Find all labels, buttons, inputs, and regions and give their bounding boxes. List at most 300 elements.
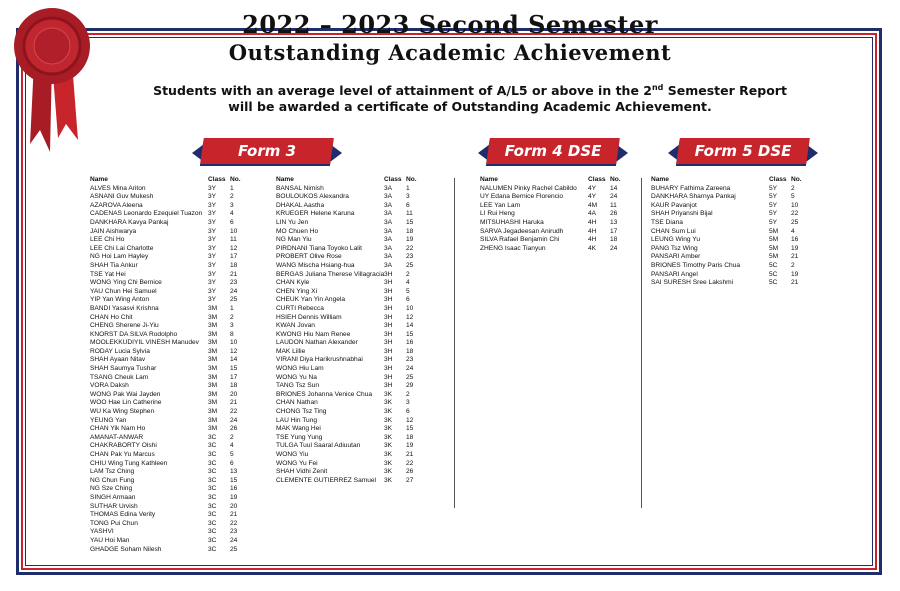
list-item — [90, 468, 250, 477]
student-class: 3A — [384, 261, 393, 269]
student-class: 5Y — [769, 210, 778, 218]
list-item — [276, 219, 426, 228]
student-name: SUTHAR Urvish — [90, 502, 138, 510]
student-name: MOOLEKKUDIYIL VINESH Manudev — [90, 339, 199, 347]
header-class: Class — [588, 176, 606, 183]
student-number: 12 — [406, 416, 414, 424]
student-name: LIN Yu Jen — [276, 218, 309, 226]
student-name: YAU Chun Hei Samuel — [90, 287, 157, 295]
student-number: 12 — [406, 313, 414, 321]
student-name: DANKHARA Kavya Pankaj — [90, 218, 169, 226]
student-number: 3 — [230, 322, 234, 330]
student-class: 3Y — [208, 236, 217, 244]
student-number: 4 — [230, 442, 234, 450]
student-class: 3M — [208, 356, 218, 364]
student-name: SARVA Jegadeesan Anirudh — [480, 227, 564, 235]
list-item — [276, 460, 426, 469]
student-class: 3M — [208, 399, 218, 407]
student-class: 3Y — [208, 261, 217, 269]
student-number: 16 — [791, 236, 799, 244]
list-item — [90, 546, 250, 555]
student-class: 3M — [208, 425, 218, 433]
student-class: 3Y — [208, 218, 217, 226]
student-class: 5C — [769, 279, 778, 287]
student-class: 5Y — [769, 218, 778, 226]
header-name: Name — [276, 176, 294, 183]
student-number: 23 — [406, 253, 414, 261]
student-class: 3H — [384, 382, 393, 390]
student-number: 23 — [230, 528, 238, 536]
list-item — [276, 193, 426, 202]
student-number: 21 — [230, 270, 238, 278]
student-name: LEE Yan Lam — [480, 201, 521, 209]
list-item — [480, 245, 630, 254]
student-number: 21 — [791, 279, 799, 287]
student-number: 26 — [230, 425, 238, 433]
student-class: 3A — [384, 184, 393, 192]
header-no: No. — [230, 176, 241, 183]
student-class: 3H — [384, 287, 393, 295]
list-item — [276, 348, 426, 357]
student-class: 3Y — [208, 270, 217, 278]
student-name: LEUNG Wing Yu — [651, 236, 700, 244]
student-class: 3K — [384, 468, 393, 476]
list-item — [276, 442, 426, 451]
student-number: 12 — [230, 244, 238, 252]
student-class: 3A — [384, 218, 393, 226]
student-number: 15 — [406, 425, 414, 433]
student-number: 24 — [610, 193, 618, 201]
student-number: 6 — [406, 296, 410, 304]
subtitle-line1-pre: Students with an average level of attainment of A/L5 or above in the 2 — [153, 83, 652, 99]
list-item — [276, 417, 426, 426]
header-no: No. — [610, 176, 621, 183]
list-item — [276, 468, 426, 477]
banner-form3 — [192, 138, 342, 166]
list-item — [276, 253, 426, 262]
subtitle-line2: will be awarded a certificate of Outstanding Academic Achievement. — [228, 99, 712, 115]
student-class: 3H — [384, 339, 393, 347]
student-name: SINGH Armaan — [90, 493, 136, 501]
student-class: 3M — [208, 408, 218, 416]
student-class: 3M — [208, 416, 218, 424]
student-class: 5C — [769, 261, 778, 269]
student-number: 16 — [406, 339, 414, 347]
student-number: 29 — [406, 382, 414, 390]
list-item — [90, 339, 250, 348]
list-item — [90, 305, 250, 314]
student-class: 3H — [384, 279, 393, 287]
list-item — [90, 348, 250, 357]
student-name: CHEN Ying Xi — [276, 287, 318, 295]
student-name: PANSARI Amber — [651, 253, 701, 261]
list-item — [90, 494, 250, 503]
student-class: 3H — [384, 356, 393, 364]
list-item — [90, 460, 250, 469]
student-name: LI Rui Heng — [480, 210, 515, 218]
list-item — [480, 193, 630, 202]
student-class: 3H — [384, 373, 393, 381]
table-header-row — [90, 176, 250, 185]
student-name: THOMAS Edina Verity — [90, 511, 156, 519]
student-number: 15 — [406, 218, 414, 226]
student-class: 5C — [769, 270, 778, 278]
table-header-row — [651, 176, 811, 185]
header-no: No. — [406, 176, 417, 183]
student-number: 3 — [230, 201, 234, 209]
list-item — [276, 236, 426, 245]
student-name: HSIEH Dennis William — [276, 313, 342, 321]
student-class: 5M — [769, 253, 779, 261]
student-number: 22 — [230, 408, 238, 416]
student-number: 22 — [791, 210, 799, 218]
list-item — [276, 288, 426, 297]
student-number: 18 — [406, 433, 414, 441]
student-class: 3M — [208, 330, 218, 338]
student-name: YASHVI — [90, 528, 114, 536]
student-number: 5 — [406, 287, 410, 295]
student-class: 4H — [588, 227, 597, 235]
student-name: BERGAS Juliana Therese Villagracia — [276, 270, 384, 278]
list-item — [276, 210, 426, 219]
student-number: 2 — [791, 184, 795, 192]
student-class: 3Y — [208, 201, 217, 209]
list-item — [90, 296, 250, 305]
student-number: 19 — [230, 493, 238, 501]
list-item — [90, 236, 250, 245]
list-item — [651, 262, 811, 271]
student-number: 20 — [230, 390, 238, 398]
student-name: PANG Tsz Wing — [651, 244, 698, 252]
student-name: CHAN Sum Lui — [651, 227, 696, 235]
list-item — [651, 245, 811, 254]
student-number: 23 — [230, 279, 238, 287]
list-item — [276, 296, 426, 305]
student-name: WONG Yu Fei — [276, 459, 318, 467]
list-item — [90, 314, 250, 323]
student-number: 4 — [230, 210, 234, 218]
student-class: 5M — [769, 244, 779, 252]
header-name: Name — [480, 176, 498, 183]
student-number: 3 — [406, 193, 410, 201]
student-name: MO Chuen Ho — [276, 227, 319, 235]
student-class: 3K — [384, 425, 393, 433]
table-header-row — [480, 176, 630, 185]
list-item — [480, 185, 630, 194]
list-item — [90, 391, 250, 400]
student-number: 24 — [230, 536, 238, 544]
student-name: KWAN Jovan — [276, 322, 315, 330]
wax-seal-ribbon-icon — [6, 2, 96, 152]
student-class: 3C — [208, 485, 217, 493]
student-class: 3M — [208, 365, 218, 373]
student-class: 3C — [208, 536, 217, 544]
student-name: CHAN Kyle — [276, 279, 310, 287]
list-item — [90, 331, 250, 340]
student-class: 3Y — [208, 193, 217, 201]
student-name: YAU Hoi Man — [90, 536, 130, 544]
student-class: 3C — [208, 476, 217, 484]
student-name: BOULOUKOS Alexandra — [276, 193, 349, 201]
list-item — [276, 365, 426, 374]
student-name: LEE Chi Ho — [90, 236, 125, 244]
student-class: 3H — [384, 270, 393, 278]
list-item — [276, 339, 426, 348]
student-name: CHEUK Yan Yin Angela — [276, 296, 346, 304]
student-name: GHADGE Soham Nilesh — [90, 545, 162, 553]
student-name: CHAN Nathan — [276, 399, 318, 407]
student-name: CHIU Wing Tung Kathleen — [90, 459, 168, 467]
student-name: MAK Lillie — [276, 347, 306, 355]
list-item — [90, 485, 250, 494]
student-name: MAK Wang Hei — [276, 425, 321, 433]
list-item — [480, 228, 630, 237]
banner-form5-label: Form 5 DSE — [694, 142, 792, 160]
student-name: BANSAL Nimish — [276, 184, 324, 192]
list-item — [276, 262, 426, 271]
student-name: ASNANI Guv Mukesh — [90, 193, 154, 201]
list-item — [90, 356, 250, 365]
list-item — [651, 253, 811, 262]
student-class: 5Y — [769, 184, 778, 192]
subtitle-sup: nd — [651, 83, 664, 92]
student-name: PANSARI Angel — [651, 270, 698, 278]
student-name: ZHENG Isaac Tianyun — [480, 244, 546, 252]
student-class: 3K — [384, 408, 393, 416]
list-item — [90, 537, 250, 546]
student-number: 24 — [406, 365, 414, 373]
list-item — [480, 219, 630, 228]
banner-form4 — [478, 138, 628, 166]
student-name: YIP Yan Wing Anton — [90, 296, 150, 304]
list-item — [276, 322, 426, 331]
page-title-line1: 2022 – 2023 Second Semester — [242, 10, 658, 39]
student-class: 3C — [208, 468, 217, 476]
student-number: 2 — [406, 270, 410, 278]
student-name: PROBERT Olive Rose — [276, 253, 342, 261]
student-class: 3C — [208, 519, 217, 527]
list-item — [651, 228, 811, 237]
list-item — [480, 202, 630, 211]
form3-list-1 — [90, 176, 250, 554]
student-name: CADENAS Leonardo Ezequiel Tuazon — [90, 210, 203, 218]
student-number: 11 — [610, 201, 617, 209]
student-class: 3K — [384, 442, 393, 450]
student-number: 13 — [610, 218, 618, 226]
student-name: UY Edana Bernice Florencio — [480, 193, 564, 201]
student-name: BRIONES Johanna Venice Chua — [276, 390, 373, 398]
student-class: 3K — [384, 399, 393, 407]
student-name: WONG Yiu — [276, 451, 309, 458]
list-item — [90, 262, 250, 271]
student-number: 1 — [406, 184, 410, 192]
list-item — [90, 185, 250, 194]
list-item — [651, 279, 811, 288]
list-item — [90, 528, 250, 537]
student-number: 21 — [406, 451, 414, 458]
list-item — [276, 202, 426, 211]
column-divider — [454, 178, 455, 508]
student-name: JAIN Aishwarya — [90, 227, 137, 235]
student-number: 11 — [230, 236, 237, 244]
student-class: 3Y — [208, 227, 217, 235]
student-number: 18 — [230, 261, 238, 269]
list-item — [276, 314, 426, 323]
student-class: 5Y — [769, 193, 778, 201]
form4-list — [480, 176, 630, 253]
student-class: 3C — [208, 493, 217, 501]
list-item — [651, 193, 811, 202]
student-number: 18 — [406, 347, 414, 355]
student-name: AMANAT-ANWAR — [90, 433, 144, 441]
student-name: KAUR Pavanjot — [651, 201, 697, 209]
list-item — [651, 210, 811, 219]
list-item — [276, 399, 426, 408]
column-divider — [641, 178, 642, 508]
student-number: 4 — [791, 227, 795, 235]
student-name: LEE Chi Lai Charlotte — [90, 244, 154, 252]
student-name: TSE Yat Hei — [90, 270, 126, 278]
student-name: SHAH Ayaan Nitav — [90, 356, 146, 364]
student-name: VORA Daksh — [90, 382, 129, 390]
list-item — [276, 305, 426, 314]
list-item — [90, 202, 250, 211]
student-name: SILVA Rafael Benjamin Chi — [480, 236, 560, 244]
list-item — [651, 236, 811, 245]
student-class: 3M — [208, 304, 218, 312]
student-class: 3H — [384, 313, 393, 321]
student-class: 3M — [208, 373, 218, 381]
student-class: 3A — [384, 244, 393, 252]
student-class: 5Y — [769, 201, 778, 209]
student-name: CHAN Yik Nam Ho — [90, 425, 146, 433]
student-class: 4A — [588, 210, 597, 218]
student-number: 25 — [230, 296, 238, 304]
student-class: 4H — [588, 218, 597, 226]
list-item — [276, 279, 426, 288]
list-item — [276, 374, 426, 383]
student-name: WONG Hiu Lam — [276, 365, 324, 373]
student-number: 24 — [610, 244, 618, 252]
student-name: CLEMENTE GUTIERREZ Samuel — [276, 476, 377, 484]
student-class: 3H — [384, 304, 393, 312]
list-item — [90, 382, 250, 391]
student-name: CHONG Tsz Ting — [276, 408, 327, 416]
student-class: 3Y — [208, 296, 217, 304]
student-name: SAI SURESH Sree Lakshmi — [651, 279, 734, 287]
student-number: 6 — [406, 201, 410, 209]
student-class: 3Y — [208, 244, 217, 252]
student-name: NG Man Yiu — [276, 236, 312, 244]
student-name: WOO Hae Lin Catherine — [90, 399, 162, 407]
table-header-row — [276, 176, 426, 185]
student-name: ALVES Mina Ariton — [90, 184, 146, 192]
student-number: 15 — [230, 365, 238, 373]
student-number: 2 — [791, 261, 795, 269]
student-number: 18 — [406, 227, 414, 235]
student-number: 6 — [230, 459, 234, 467]
student-name: SHAH Saumya Tushar — [90, 365, 157, 373]
student-number: 2 — [406, 390, 410, 398]
list-item — [480, 236, 630, 245]
list-item — [480, 210, 630, 219]
page-title-line2: Outstanding Academic Achievement — [150, 40, 750, 65]
list-item — [651, 219, 811, 228]
student-number: 12 — [230, 347, 238, 355]
list-item — [90, 425, 250, 434]
list-item — [90, 434, 250, 443]
student-name: TSANG Cheuk Lam — [90, 373, 149, 381]
student-name: BRIONES Timothy Paris Chua — [651, 261, 741, 269]
student-class: 3A — [384, 201, 393, 209]
list-item — [90, 253, 250, 262]
student-class: 3C — [208, 451, 217, 458]
list-item — [276, 356, 426, 365]
student-name: LAM Tsz Ching — [90, 468, 135, 476]
student-class: 3K — [384, 451, 393, 458]
student-number: 26 — [406, 468, 414, 476]
list-item — [276, 408, 426, 417]
student-class: 3K — [384, 416, 393, 424]
student-number: 10 — [230, 339, 238, 347]
student-number: 17 — [610, 227, 618, 235]
list-item — [651, 271, 811, 280]
student-number: 5 — [230, 451, 234, 458]
student-class: 3M — [208, 339, 218, 347]
student-number: 17 — [230, 373, 238, 381]
list-item — [276, 228, 426, 237]
student-number: 16 — [230, 485, 238, 493]
student-number: 8 — [230, 330, 234, 338]
student-number: 13 — [230, 468, 238, 476]
list-item — [276, 425, 426, 434]
student-name: VIRANI Diya Harikrushnabhai — [276, 356, 363, 364]
student-number: 2 — [230, 313, 234, 321]
student-number: 25 — [406, 373, 414, 381]
list-item — [276, 382, 426, 391]
header-class: Class — [769, 176, 787, 183]
student-class: 3H — [384, 322, 393, 330]
student-number: 10 — [406, 304, 414, 312]
subtitle-line1-post: Semester Report — [663, 83, 787, 99]
student-class: 3Y — [208, 253, 217, 261]
student-name: SHAH Vidhi Zenit — [276, 468, 328, 476]
student-number: 24 — [230, 416, 238, 424]
student-class: 4Y — [588, 193, 597, 201]
student-number: 4 — [406, 279, 410, 287]
list-item — [90, 193, 250, 202]
list-item — [90, 228, 250, 237]
student-name: TSE Yung Yung — [276, 433, 323, 441]
student-name: NALUMEN Pinky Rachel Cabildo — [480, 184, 577, 192]
student-class: 4H — [588, 236, 597, 244]
student-class: 3Y — [208, 210, 217, 218]
student-class: 3C — [208, 511, 217, 519]
student-number: 22 — [230, 519, 238, 527]
student-number: 25 — [791, 218, 799, 226]
student-name: CHAKRABORTY Olshi — [90, 442, 157, 450]
header-class: Class — [384, 176, 402, 183]
student-name: WU Ka Wing Stephen — [90, 408, 155, 416]
student-class: 3K — [384, 476, 393, 484]
student-name: KNORST DA SILVA Rodolpho — [90, 330, 178, 338]
student-number: 14 — [406, 322, 414, 330]
student-number: 1 — [230, 304, 234, 312]
student-class: 3C — [208, 502, 217, 510]
list-item — [90, 477, 250, 486]
student-number: 25 — [406, 261, 414, 269]
student-name: BUHARY Fathima Zareena — [651, 184, 731, 192]
